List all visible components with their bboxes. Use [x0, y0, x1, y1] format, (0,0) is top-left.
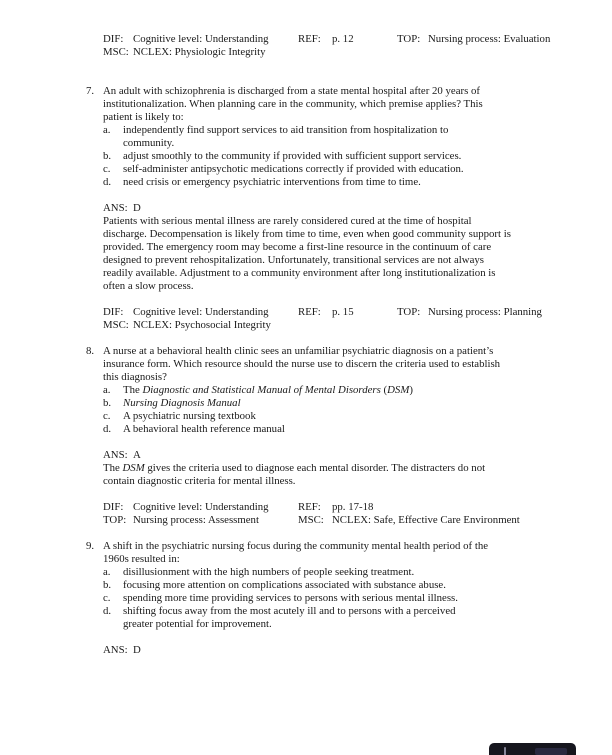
- question-7-meta: [103, 306, 578, 332]
- top-label: TOP:: [397, 306, 421, 318]
- dif-pair: [103, 501, 298, 514]
- top-pair: [397, 33, 578, 46]
- msc-pair: [103, 319, 271, 332]
- question-9: [86, 540, 578, 631]
- meta-row: [103, 501, 578, 514]
- dif-value: Cognitive level: Understanding: [133, 33, 269, 45]
- top-label: TOP:: [397, 33, 421, 45]
- option-b: [103, 397, 578, 410]
- meta-row: [103, 514, 578, 527]
- option-c: [103, 592, 578, 605]
- question-8-meta: [103, 501, 578, 527]
- msc-value: NCLEX: Safe, Effective Care Environment: [332, 514, 520, 526]
- question-8-answer: [86, 449, 578, 488]
- msc-pair: [298, 514, 578, 527]
- meta-row: [103, 46, 578, 59]
- option-text: adjust smoothly to the community if provided with sufficient support services.: [123, 150, 462, 162]
- ans-value: A: [133, 449, 141, 461]
- option-text: focusing more attention on complications associated with substance abuse.: [123, 579, 446, 591]
- option-text: Nursing Diagnosis Manual: [123, 397, 241, 409]
- ref-pair: [298, 501, 578, 514]
- ans-label: ANS:: [103, 449, 128, 461]
- top-pair: [397, 306, 578, 319]
- top-pair: [103, 514, 298, 527]
- option-a: [103, 566, 578, 579]
- msc-label: MSC:: [103, 319, 129, 331]
- top-value: Nursing process: Evaluation: [428, 33, 551, 45]
- option-letter: d.: [103, 605, 112, 617]
- ref-label: REF:: [298, 33, 321, 45]
- option-d: [103, 605, 578, 631]
- ref-label: REF:: [298, 501, 321, 513]
- option-d: [103, 176, 578, 189]
- top-label: TOP:: [103, 514, 127, 526]
- option-letter: b.: [103, 579, 112, 591]
- option-text: A psychiatric nursing textbook: [123, 410, 256, 422]
- top-value: Nursing process: Assessment: [133, 514, 259, 526]
- option-letter: d.: [103, 423, 112, 435]
- option-text: disillusionment with the high numbers of people seeking treatment.: [123, 566, 415, 578]
- option-d: [103, 423, 578, 436]
- meta-row: [103, 319, 578, 332]
- rationale-text: The DSM gives the criteria used to diagnose each mental disorder. The distracters do not contain diagnostic criteria for mental illness.: [103, 462, 486, 487]
- rationale-text: Patients with serious mental illness are rarely considered cured at the time of hospital discharge. Decompensation is likely from time to time, even when good community support is provided. The emergency room may become a first-line resource in the continuum of care designed to prevent rehospitalization. Unfortunately, transitional services are not always readily available. Adjustment to a community environment after long institutionalization is often a slow process.: [103, 215, 511, 292]
- question-number: 7.: [86, 85, 95, 97]
- ref-label: REF:: [298, 306, 321, 318]
- question-number: 8.: [86, 345, 95, 357]
- ans-label: ANS:: [103, 202, 128, 214]
- question-7-answer: [86, 202, 578, 293]
- msc-value: NCLEX: Psychosocial Integrity: [133, 319, 271, 331]
- option-text: self-administer antipsychotic medications correctly if provided with education.: [123, 163, 464, 175]
- option-letter: b.: [103, 397, 112, 409]
- option-c: [103, 163, 578, 176]
- meta-row: [103, 33, 578, 46]
- option-b: [103, 150, 578, 163]
- option-text: The Diagnostic and Statistical Manual of Mental Disorders (DSM): [123, 384, 413, 396]
- question-9-answer: [86, 644, 578, 657]
- question-stem: A nurse at a behavioral health clinic sees an unfamiliar psychiatric diagnosis on a patient’s insurance form. Which resource should the nurse use to discern the criteria used to establish this diagnosis?: [103, 345, 501, 383]
- ref-value: pp. 17-18: [332, 501, 374, 513]
- question-8: [86, 345, 578, 436]
- document-content: [86, 33, 578, 670]
- ref-pair: [298, 306, 397, 319]
- indistinct-glyphs: [535, 748, 567, 755]
- dif-label: DIF:: [103, 306, 124, 318]
- answer-row: [103, 644, 578, 657]
- top-value: Nursing process: Planning: [428, 306, 542, 318]
- floating-overlay-chip[interactable]: [489, 743, 576, 755]
- ans-value: D: [133, 644, 141, 656]
- answer-row: [103, 202, 578, 215]
- option-letter: d.: [103, 176, 112, 188]
- option-text: need crisis or emergency psychiatric interventions from time to time.: [123, 176, 421, 188]
- question-meta-block: [103, 33, 578, 59]
- option-letter: a.: [103, 124, 111, 136]
- dif-label: DIF:: [103, 501, 124, 513]
- ans-value: D: [133, 202, 141, 214]
- option-letter: a.: [103, 384, 111, 396]
- msc-pair: [103, 46, 266, 59]
- option-b: [103, 579, 578, 592]
- dif-value: Cognitive level: Understanding: [133, 306, 269, 318]
- answer-row: [103, 449, 578, 462]
- cursor-icon: [504, 747, 506, 755]
- ref-value: p. 15: [332, 306, 354, 318]
- ref-pair: [298, 33, 397, 46]
- option-text: A behavioral health reference manual: [123, 423, 285, 435]
- option-letter: a.: [103, 566, 111, 578]
- question-stem: An adult with schizophrenia is discharged from a state mental hospital after 20 years of institutionalization. When planning care in the community, which premise applies? This patient is likely to:: [103, 85, 483, 123]
- msc-label: MSC:: [298, 514, 324, 526]
- msc-label: MSC:: [103, 46, 129, 58]
- option-letter: c.: [103, 163, 111, 175]
- option-text: shifting focus away from the most acutely ill and to persons with a perceived greater potential for improvement.: [123, 605, 456, 630]
- option-letter: c.: [103, 410, 111, 422]
- dif-pair: [103, 306, 298, 319]
- msc-value: NCLEX: Physiologic Integrity: [133, 46, 266, 58]
- question-stem: A shift in the psychiatric nursing focus during the community mental health period of the 1960s resulted in:: [103, 540, 489, 565]
- dif-label: DIF:: [103, 33, 124, 45]
- option-letter: b.: [103, 150, 112, 162]
- dif-pair: [103, 33, 298, 46]
- option-letter: c.: [103, 592, 111, 604]
- question-7: [86, 85, 578, 189]
- question-number: 9.: [86, 540, 95, 552]
- option-a: [103, 124, 578, 150]
- ref-value: p. 12: [332, 33, 354, 45]
- ans-label: ANS:: [103, 644, 128, 656]
- option-text: spending more time providing services to persons with serious mental illness.: [123, 592, 458, 604]
- option-a: [103, 384, 578, 397]
- dif-value: Cognitive level: Understanding: [133, 501, 269, 513]
- option-text: independently find support services to aid transition from hospitalization to community.: [123, 124, 449, 149]
- option-c: [103, 410, 578, 423]
- meta-row: [103, 306, 578, 319]
